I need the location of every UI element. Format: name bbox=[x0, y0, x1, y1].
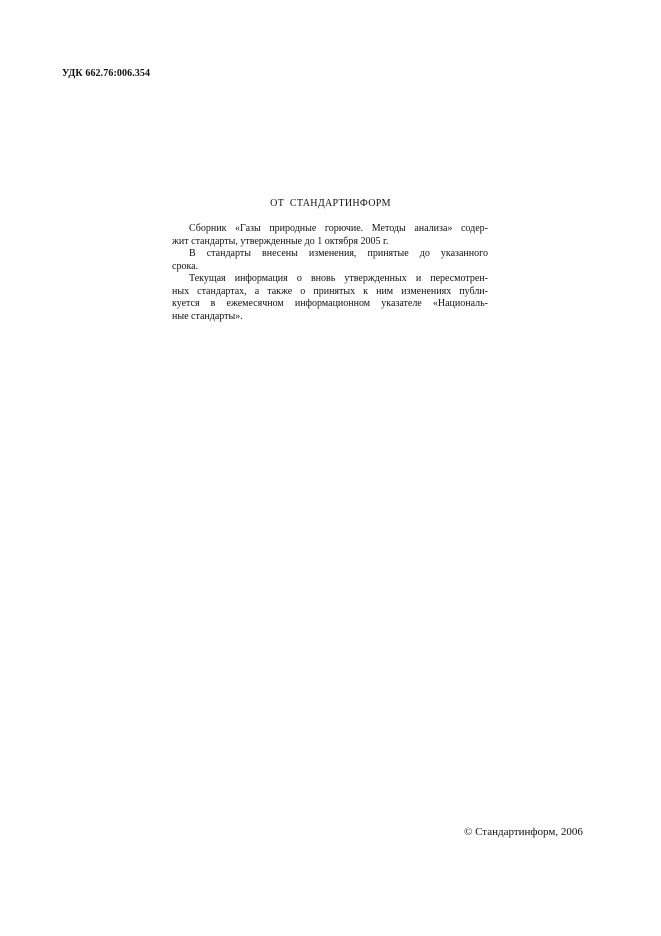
paragraph-line: ные стандарты». bbox=[172, 310, 243, 322]
udk-code: УДК 662.76:006.354 bbox=[62, 68, 151, 79]
section-heading: ОТ СТАНДАРТИНФОРМ bbox=[270, 198, 391, 209]
paragraph-current-info bbox=[172, 273, 488, 323]
body-text bbox=[172, 223, 488, 323]
copyright-notice: © Стандартинформ, 2006 bbox=[464, 826, 583, 838]
paragraph-line: Текущая информация о вновь утвержденных и пересмотрен- bbox=[189, 273, 488, 284]
paragraph-line: Сборник «Газы природные горючие. Методы анализа» содер- bbox=[189, 223, 488, 234]
paragraph-line: В стандарты внесены изменения, принятые до указанного bbox=[189, 248, 488, 259]
paragraph-line: срока. bbox=[172, 260, 199, 272]
paragraph-amendments bbox=[172, 248, 488, 273]
paragraph-line: куется в ежемесячном информационном указателе «Националь- bbox=[172, 298, 488, 309]
paragraph-line: ных стандартах, а также о принятых к ним изменениях публи- bbox=[172, 285, 488, 297]
paragraph-collection-contents bbox=[172, 223, 488, 248]
paragraph-line: жит стандарты, утвержденные до 1 октября 2005 г. bbox=[172, 235, 389, 247]
